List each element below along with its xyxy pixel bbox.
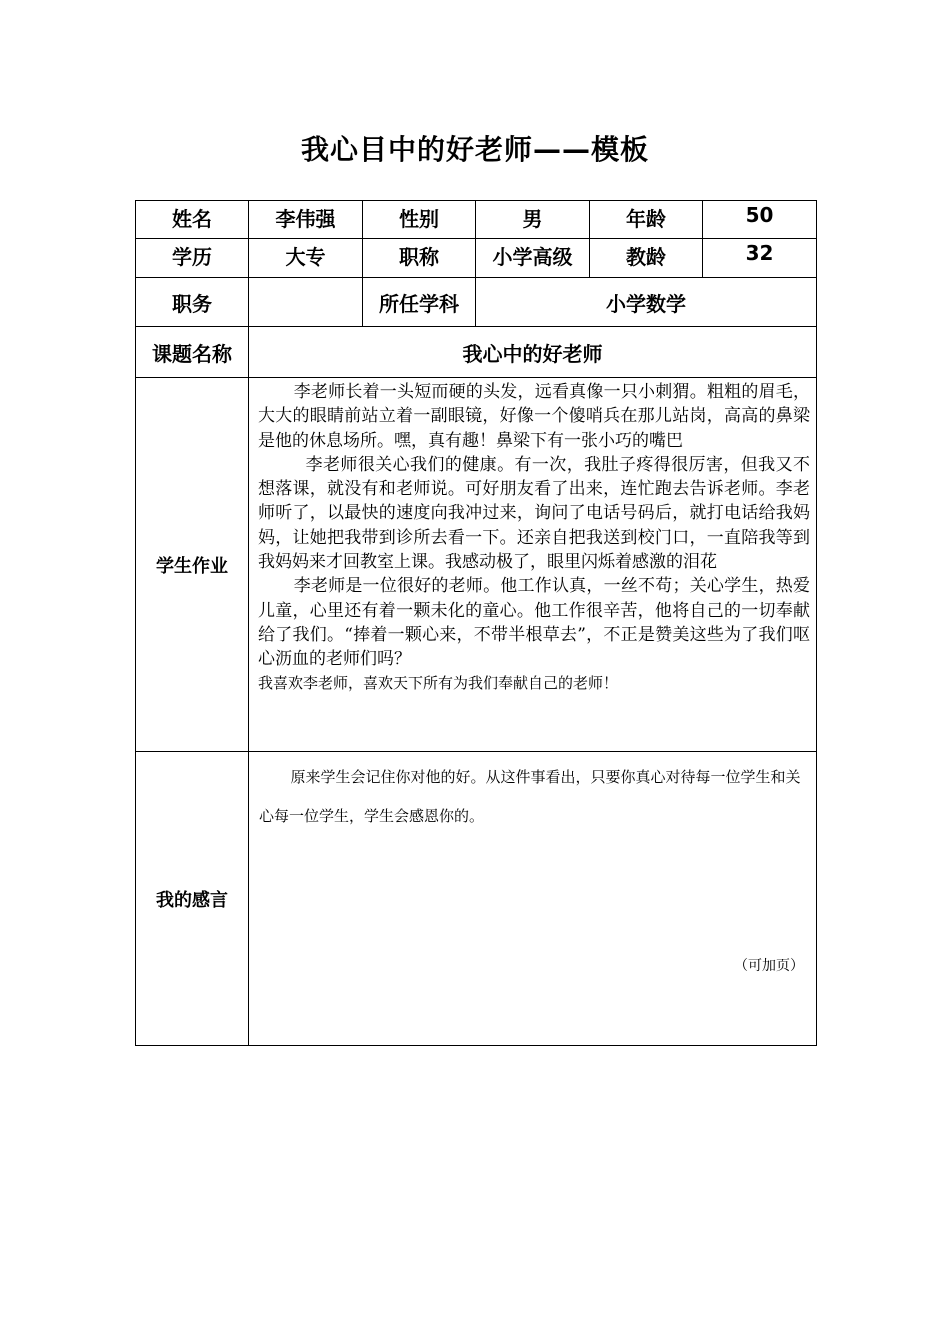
position-value xyxy=(249,278,363,327)
info-row-1 xyxy=(136,201,817,239)
education-value: 大专 xyxy=(249,239,363,278)
position-label: 职务 xyxy=(136,278,249,327)
reflection-text: 原来学生会记住你对他的好。从这件事看出，只要你真心对待每一位学生和关心每一位学生，学生会感恩你的。 xyxy=(259,768,801,825)
student-work-paragraph: 李老师是一位很好的老师。他工作认真，一丝不苟；关心学生，热爱儿童，心里还有着一颗未化的童心。他工作很辛苦，他将自己的一切奉献给了我们。“捧着一颗心来，不带半根草去”，不正是赞美这些为了我们呕心沥血的老师们吗？ xyxy=(258,576,810,670)
subject-value: 小学数学 xyxy=(476,278,817,327)
rank-label: 职称 xyxy=(363,239,476,278)
age-label: 年龄 xyxy=(590,201,703,239)
student-work-paragraph: 李老师很关心我们的健康。有一次，我肚子疼得很厉害，但我又不想落课，就没有和老师说。可好朋友看了出来，连忙跑去告诉老师。李老师听了，以最快的速度向我冲过来，询问了电话号码后，就打电话给我妈妈，让她把我带到诊所去看一下。还亲自把我送到校门口，一直陪我等到我妈妈来才回教室上课。我感动极了，眼里闪烁着感激的泪花 xyxy=(258,454,810,573)
student-work-paragraph: 李老师长着一头短而硬的头发，远看真像一只小刺猬。粗粗的眉毛，大大的眼睛前站立着一副眼镜，好像一个傻哨兵在那儿站岗，高高的鼻梁是他的休息场所。嘿，真有趣！鼻梁下有一张小巧的嘴巴 xyxy=(258,382,810,451)
student-work-content xyxy=(249,378,817,752)
age-value: 50 xyxy=(703,201,817,239)
topic-label: 课题名称 xyxy=(136,327,249,378)
info-row-3 xyxy=(136,278,817,327)
student-work-paragraph: 我喜欢李老师，喜欢天下所有为我们奉献自己的老师！ xyxy=(258,673,619,692)
name-label: 姓名 xyxy=(136,201,249,239)
rank-value: 小学高级 xyxy=(476,239,590,278)
student-work-row xyxy=(136,378,817,752)
gender-label: 性别 xyxy=(363,201,476,239)
reflection-content xyxy=(249,752,817,1046)
student-work-label: 学生作业 xyxy=(136,378,249,752)
education-label: 学历 xyxy=(136,239,249,278)
additional-page-note: （可加页） xyxy=(734,958,804,974)
teaching-years-label: 教龄 xyxy=(590,239,703,278)
teacher-form-table xyxy=(135,200,817,1046)
name-value: 李伟强 xyxy=(249,201,363,239)
teaching-years-value: 32 xyxy=(703,239,817,278)
reflection-label: 我的感言 xyxy=(136,752,249,1046)
topic-row xyxy=(136,327,817,378)
info-row-2 xyxy=(136,239,817,278)
subject-label: 所任学科 xyxy=(363,278,476,327)
reflection-row xyxy=(136,752,817,1046)
topic-value: 我心中的好老师 xyxy=(249,327,817,378)
page-title: 我心目中的好老师——模板 xyxy=(300,133,649,166)
gender-value: 男 xyxy=(476,201,590,239)
